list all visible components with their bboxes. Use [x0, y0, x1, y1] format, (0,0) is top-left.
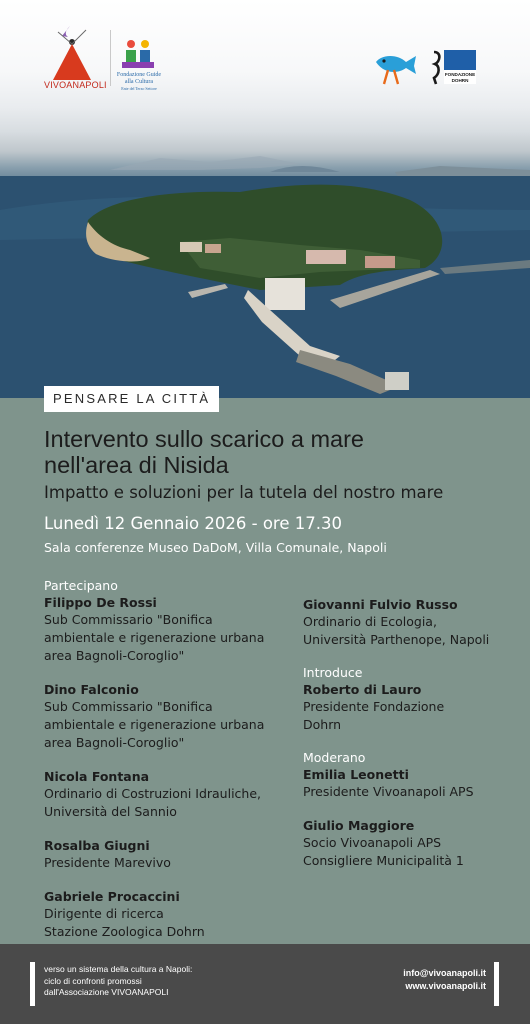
- footer-email-link[interactable]: info@vivoanapoli.it: [403, 968, 486, 978]
- moderator-name: Emilia Leonetti: [303, 767, 409, 782]
- introducer: [303, 681, 523, 734]
- footer-contacts: [286, 967, 486, 993]
- participant-role: Sub Commissario "Bonifica ambientale e rigenerazione urbana area Bagnoli-Coroglio": [44, 612, 265, 663]
- moderano-label: Moderano: [303, 750, 366, 765]
- participant-name: Filippo De Rossi: [44, 595, 157, 610]
- footer-description: verso un sistema della cultura a Napoli: ciclo di confronti promossi dall'Associazione VIVOANAPOLI: [44, 964, 193, 997]
- fondazione-logo-text: [113, 72, 165, 91]
- vivoanapoli-logo-text: VIVOANAPOLI: [44, 80, 107, 90]
- acquario-logo-icon: [372, 48, 418, 88]
- participants-left-column: [44, 578, 294, 957]
- participant-role: Ordinario di Costruzioni Idrauliche, Università del Sannio: [44, 786, 262, 819]
- participants-right-column: [303, 596, 523, 886]
- participant-role: Ordinario di Ecologia, Università Parthenope, Napoli: [303, 614, 490, 647]
- footer-left-bar: [30, 962, 35, 1006]
- moderator: [303, 817, 523, 870]
- introducer-name: Roberto di Lauro: [303, 682, 422, 697]
- participant: [44, 594, 294, 665]
- participant: [44, 888, 294, 941]
- fondazione-name: Fondazione Guide alla Cultura: [116, 72, 162, 85]
- introducer-role: Presidente Fondazione Dohrn: [303, 699, 445, 732]
- moderator-name: Giulio Maggiore: [303, 818, 415, 833]
- event-title-line-1: Intervento sullo scarico a mare: [44, 426, 365, 452]
- participant: [44, 681, 294, 752]
- participant-name: Dino Falconio: [44, 682, 139, 697]
- participant-name: Rosalba Giugni: [44, 838, 150, 853]
- event-title: [44, 426, 504, 478]
- logo-divider: [110, 30, 111, 86]
- event-subtitle: Impatto e soluzioni per la tutela del nostro mare: [44, 483, 444, 502]
- moderator-role: Socio Vivoanapoli APS Consigliere Municipalità 1: [303, 835, 464, 868]
- participant-name: Nicola Fontana: [44, 769, 150, 784]
- participant-name: Giovanni Fulvio Russo: [303, 597, 458, 612]
- participant-role: Dirigente di ricerca Stazione Zoologica Dohrn: [44, 906, 205, 939]
- participant: [303, 596, 523, 649]
- logo-bar: [0, 0, 530, 105]
- event-venue: Sala conferenze Museo DaDoM, Villa Comunale, Napoli: [44, 540, 387, 555]
- series-tag: PENSARE LA CITTÀ: [44, 386, 219, 412]
- participant-role: Presidente Marevivo: [44, 855, 171, 870]
- svg-text:FONDAZIONE: FONDAZIONE: [444, 72, 476, 77]
- introduce-label: Introduce: [303, 665, 363, 680]
- footer-right-bar: [494, 962, 499, 1006]
- participants-label: Partecipano: [44, 578, 118, 593]
- event-date: Lunedì 12 Gennaio 2026 - ore 17.30: [44, 514, 342, 533]
- dohrn-logo-icon: [428, 48, 478, 86]
- participant-role: Sub Commissario "Bonifica ambientale e rigenerazione urbana area Bagnoli-Coroglio": [44, 699, 265, 750]
- fondazione-sub: Ente del Terzo Settore: [121, 86, 157, 91]
- participant: [44, 837, 294, 872]
- participant-name: Gabriele Procaccini: [44, 889, 180, 904]
- participant: [44, 768, 294, 821]
- svg-text:DOHRN: DOHRN: [451, 78, 469, 83]
- moderator-role: Presidente Vivoanapoli APS: [303, 784, 474, 799]
- footer-website-link[interactable]: www.vivoanapoli.it: [405, 981, 486, 991]
- event-title-line-2: nell'area di Nisida: [44, 452, 229, 478]
- nisida-island-image: [0, 150, 530, 398]
- moderator: [303, 766, 523, 801]
- hero-photo: [0, 0, 530, 398]
